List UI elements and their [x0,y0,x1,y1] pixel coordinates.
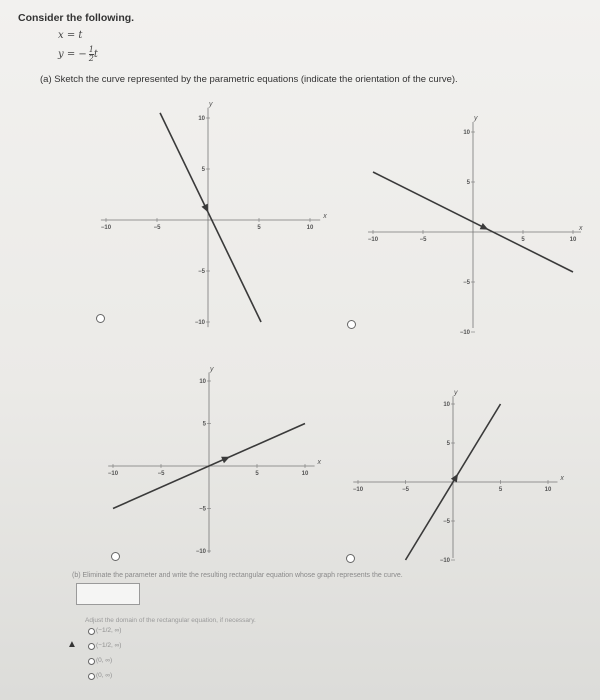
y-axis-label: y [454,389,458,397]
y-tick-label: 10 [199,379,206,385]
part-a-prompt: (a) Sketch the curve represented by the parametric equations (indicate the orientation of the curve). [40,74,458,85]
y-tick-label: 10 [463,130,470,136]
domain-option-3-radio[interactable] [88,658,95,665]
domain-option-4-label: (0, ∞) [96,672,113,679]
x-tick-label: −10 [107,471,119,477]
fraction-denominator: 2 [88,54,94,63]
y-axis-label: y [474,115,478,122]
y-axis-label: y [210,365,214,373]
graph-top-left [100,92,332,332]
x-equation: x = t [58,30,83,41]
graph-bottom-left [105,345,333,557]
x-tick-label: −10 [352,487,364,493]
x-tick-label: 5 [257,225,261,231]
y-tick-label: 10 [443,402,450,408]
x-tick-label: 5 [521,237,525,243]
x-axis-label: x [323,213,327,220]
x-tick-label: 10 [306,225,314,231]
y-tick-label: 5 [446,441,450,447]
y-tick-label: −10 [194,320,205,326]
y-tick-label: 5 [466,180,470,186]
rectangular-equation-input[interactable] [76,583,140,605]
y-tick-label: −5 [443,519,450,525]
x-tick-label: −5 [402,487,409,493]
y-tick-label: 5 [201,167,205,173]
graph-top-right [355,96,585,336]
x-tick-label: −5 [419,237,427,243]
y-tick-label: −5 [463,280,470,286]
y-equation-suffix: t [93,49,98,60]
x-tick-label: 10 [569,237,577,243]
x-tick-label: 10 [301,471,309,477]
part-b-prompt: (b) Eliminate the parameter and write the resulting rectangular equation whose graph represents the curve. [72,572,403,579]
y-tick-label: −5 [199,506,206,513]
y-tick-label: −5 [198,269,205,275]
x-tick-label: 5 [255,471,259,477]
y-tick-label: −10 [459,330,470,336]
y-tick-label: 5 [202,421,206,428]
x-axis-label: x [560,475,564,482]
domain-option-1-label: (−1/2, ∞) [96,627,122,634]
y-tick-label: −10 [439,558,450,564]
y-axis-label: y [209,100,213,108]
y-tick-label: 10 [198,116,205,122]
x-tick-label: −5 [153,225,161,231]
domain-option-2-label: (−1/2, ∞) [96,642,122,649]
x-tick-label: −10 [100,225,112,231]
graph-bottom-right [345,358,575,562]
mouse-cursor-icon: ▲ [67,639,77,650]
domain-option-3-label: (0, ∞) [96,657,113,664]
domain-option-1-radio[interactable] [88,628,95,635]
curve-line [160,113,261,322]
x-tick-label: −10 [367,237,379,243]
domain-option-4-radio[interactable] [88,673,95,680]
y-equation [58,46,98,63]
x-axis-label: x [317,459,321,466]
x-tick-label: 10 [544,487,552,493]
x-tick-label: −5 [157,471,165,477]
problem-title: Consider the following. [18,12,135,24]
y-equation-prefix: y = − [58,49,87,60]
x-tick-label: 5 [498,487,503,493]
y-tick-label: −10 [195,549,206,555]
domain-prompt: Adjust the domain of the rectangular equation, if necessary. [85,617,256,624]
domain-option-2-radio[interactable] [88,643,95,650]
fraction-numerator: 1 [88,45,94,54]
x-axis-label: x [579,225,583,232]
